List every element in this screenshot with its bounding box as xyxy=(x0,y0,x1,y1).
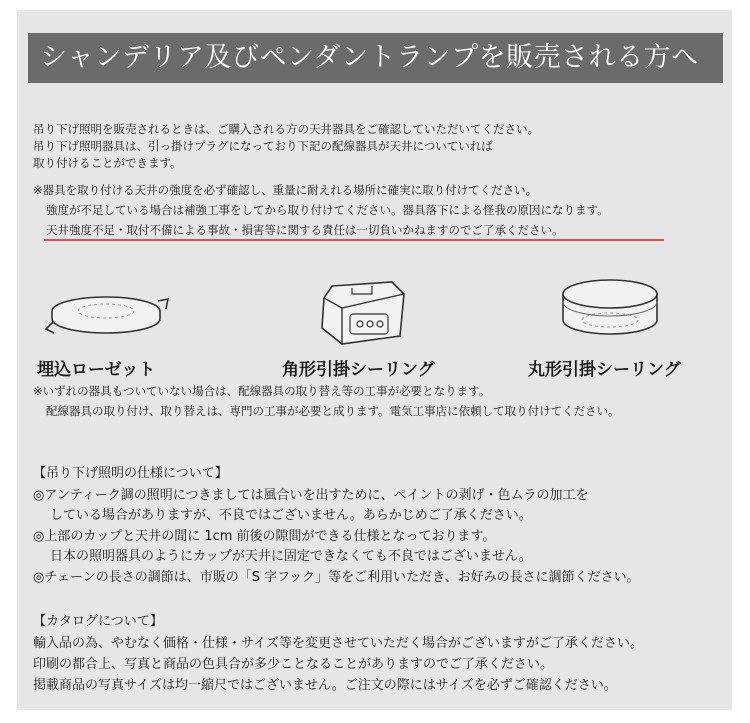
intro-line-3: 取り付けることができます。 xyxy=(33,156,182,170)
intro-line-2: 吊り下げ照明器具は、引っ掛けプラグになっており下記の配線器具が天井についていれば xyxy=(33,139,493,153)
notice-line-2: 強度が不足している場合は補強工事をしてから取り付けてください。器具落下による怪我の原因になります。 xyxy=(46,203,609,217)
fixture-label-square-ceiling: 角形引掛シーリング xyxy=(282,360,435,380)
embedded-rosette-icon xyxy=(40,285,175,345)
spec-line-5: ◎チェーンの長さの調節は、市販の「S 字フック」等をご利用いただき、お好みの長さに調節ください。 xyxy=(33,570,640,585)
liability-warning: 天井強度不足・取付不備による事故・損害等に関する責任は一切負いかねますのでご了承ください。 xyxy=(46,223,564,237)
catalog-heading: 【カタログについて】 xyxy=(33,614,163,629)
notice-line-1: ※器具を取り付ける天井の強度を必ず確認し、重量に耐えれる場所に確実に取り付けてください。 xyxy=(33,183,538,197)
fixture-note-1: ※いずれの器具もついていない場合は、配線器具の取り替え等の工事が必要となります。 xyxy=(33,384,491,398)
spec-heading: 【吊り下げ照明の仕様について】 xyxy=(33,466,228,481)
catalog-line-1: 輸入品の為、やむなく価格・仕様・サイズ等を変更させていただく場合がございますがご了承ください。 xyxy=(33,636,643,651)
spec-line-2: している場合がありますが、不良ではございません。あらかじめご了承ください。 xyxy=(50,508,532,523)
fixture-note-2: 配線器具の取り付け、取り替えは、専門の工事が必要と成ります。電気工事店に依頼して取り付けてください。 xyxy=(46,404,620,418)
warning-underline xyxy=(44,239,664,241)
catalog-line-2: 印刷の都合上、写真と商品の色具合が多少ことなることがありますのでご了承ください。 xyxy=(33,657,554,672)
spec-line-1: ◎アンティーク調の照明につきましては風合いを出すために、ペイントの剥げ・色ムラの加工を xyxy=(33,488,589,503)
fixture-label-embedded-rosette: 埋込ローゼット xyxy=(37,360,156,380)
intro-line-1: 吊り下げ照明を販売されるときは、ご購入される方の天井器具をご確認していただいてください。 xyxy=(33,122,539,136)
spec-line-3: ◎上部のカップと天井の間に 1cm 前後の隙間ができる仕様となっております。 xyxy=(33,529,496,544)
catalog-line-3: 掲載商品の写真サイズは均一縮尺ではございません。ご注文の際にはサイズを必ずご確認ください。 xyxy=(33,678,617,693)
page-title: シャンデリア及びペンダントランプを販売される方へ xyxy=(28,33,723,83)
square-ceiling-socket-icon xyxy=(312,278,412,350)
spec-line-4: 日本の照明器具のようにカップが天井に固定できなくても不良ではございません。 xyxy=(50,549,532,564)
fixture-label-round-ceiling: 丸形引掛シーリング xyxy=(528,360,681,380)
round-ceiling-socket-icon xyxy=(555,272,665,344)
